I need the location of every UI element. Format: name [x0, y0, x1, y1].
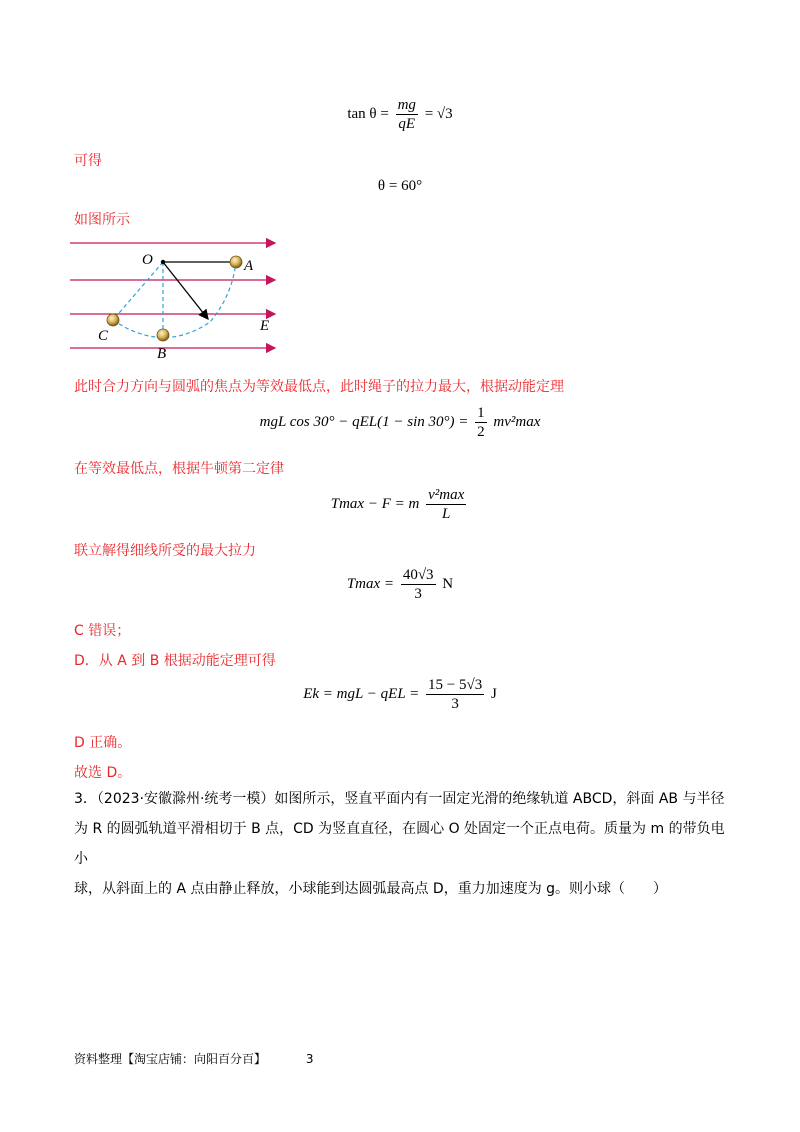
equation-theta-60: θ = 60°	[377, 178, 423, 194]
equation-energy	[0, 404, 800, 441]
question-3	[74, 784, 734, 904]
text-rutu: 如图所示	[74, 212, 130, 228]
eq6-denominator: 3	[451, 696, 459, 712]
text-cishi: 此时合力方向与圆弧的焦点为等效最低点，此时绳子的拉力最大，根据动能定理	[74, 379, 564, 395]
eq6-fraction	[426, 676, 484, 713]
equation-newton	[0, 486, 800, 523]
eq1-rhs: = √3	[424, 105, 453, 122]
text-c-wrong: C 错误；	[74, 623, 131, 639]
eq1-fraction	[396, 96, 418, 133]
eq1-denominator: qE	[398, 116, 416, 132]
eq3-rhs: mv²max	[493, 413, 541, 430]
text-dengxiao: 在等效最低点，根据牛顿第二定律	[74, 461, 284, 477]
text-kede: 可得	[74, 153, 102, 169]
eq3-lhs: mgL cos 30° − qEL(1 − sin 30°) =	[259, 413, 469, 430]
label-b: B	[157, 346, 167, 362]
text-answer: 故选 D。	[74, 765, 132, 781]
text-d-correct: D 正确。	[74, 735, 132, 751]
label-c: C	[98, 328, 109, 344]
equation-ek	[0, 676, 800, 713]
eq5-numerator: 40√3	[402, 567, 434, 583]
footer-source: 资料整理【淘宝店铺：向阳百分百】	[74, 1052, 267, 1066]
eq5-rhs: N	[442, 575, 454, 592]
eq5-fraction	[401, 566, 436, 603]
page-number: 3	[305, 1052, 314, 1066]
pendulum-field-diagram	[70, 234, 290, 364]
equation-tan-theta	[0, 96, 800, 133]
eq6-lhs: Ek = mgL − qEL =	[303, 685, 420, 702]
eq3-fraction	[475, 404, 487, 441]
equation-tmax	[0, 566, 800, 603]
text-d-intro: D．从 A 到 B 根据动能定理可得	[74, 653, 276, 669]
point-o	[161, 260, 165, 264]
label-o: O	[142, 252, 153, 268]
page-footer	[74, 1050, 313, 1067]
dashed-line-oc	[113, 262, 163, 320]
dashed-arc	[113, 262, 236, 338]
eq3-denominator: 2	[477, 424, 485, 440]
eq1-lhs: tan θ =	[347, 105, 389, 122]
eq4-denominator: L	[441, 506, 451, 522]
eq4-numerator: v²max	[428, 487, 465, 503]
ball-c	[107, 314, 119, 326]
question-3-line-1: 3．（2023·安徽滁州·统考一模）如图所示，竖直平面内有一固定光滑的绝缘轨道 ABCD，斜面 AB 与半径	[74, 791, 725, 807]
eq5-lhs: Tmax =	[346, 575, 395, 592]
question-3-line-2: 为 R 的圆弧轨道平滑相切于 B 点，CD 为竖直直径，在圆心 O 处固定一个正点电荷。质量为 m 的带负电小	[74, 821, 725, 867]
ball-a	[230, 256, 242, 268]
ball-b	[157, 329, 169, 341]
eq4-fraction	[426, 486, 466, 523]
eq6-numerator: 15 − 5√3	[428, 677, 483, 693]
eq5-denominator: 3	[414, 586, 422, 602]
label-a: A	[244, 258, 254, 274]
text-lianli: 联立解得细线所受的最大拉力	[74, 543, 256, 559]
label-e: E	[260, 318, 270, 334]
resultant-force-arrow	[163, 262, 208, 319]
eq1-numerator: mg	[397, 97, 416, 113]
eq6-rhs: J	[490, 685, 497, 702]
eq4-lhs: Tmax − F = m	[330, 495, 420, 512]
eq3-numerator: 1	[477, 405, 485, 421]
question-3-line-3: 球，从斜面上的 A 点由静止释放，小球能到达圆弧最高点 D，重力加速度为 g。则小球（ ）	[74, 881, 668, 897]
